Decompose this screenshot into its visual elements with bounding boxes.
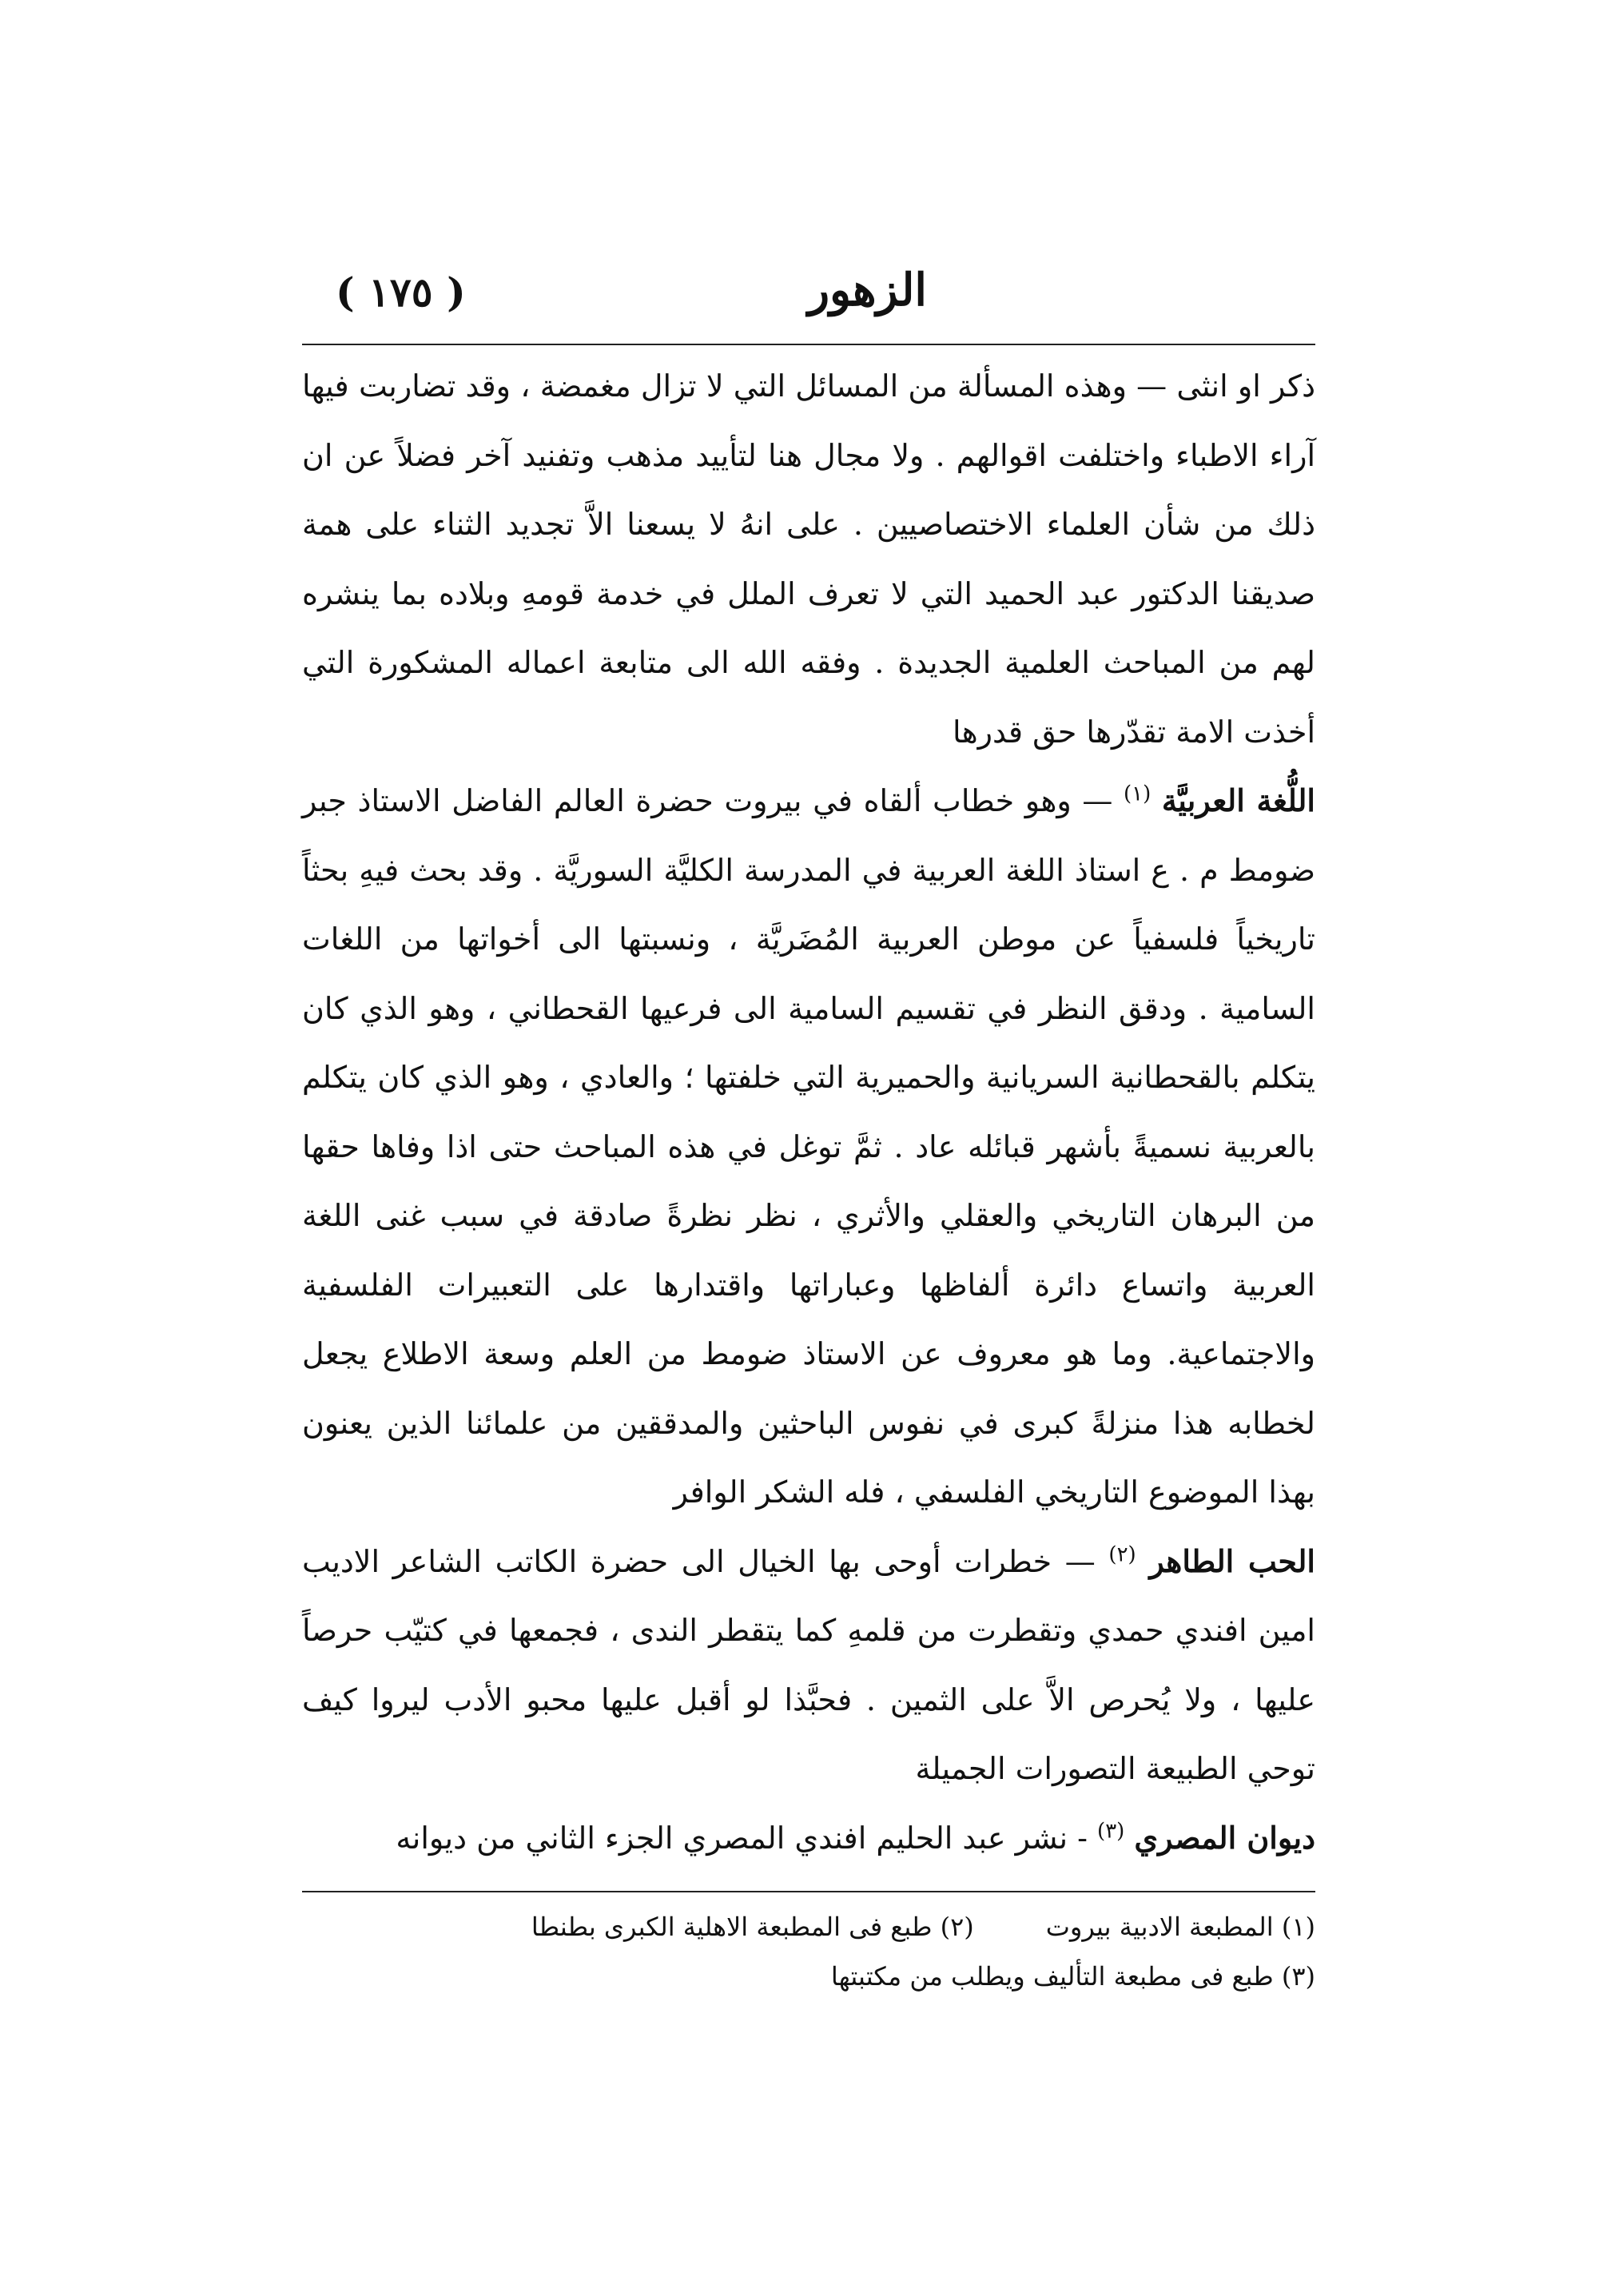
footnote-number: (١) <box>1281 1912 1315 1942</box>
paragraph-text: ذكر او انثى — وهذه المسألة من المسائل التي لا تزال مغمضة ، وقد تضاربت فيها آراء الاطباء واختلفت اقوالهم . ولا مجال هنا لتأييد مذهب وتفنيد آخر فضلاً عن ان ذلك من شأن العلماء الاختصاصيين . على انهُ لا يسعنا الاَّ تجديد الثناء على همة صديقنا الدكتور عبد الحميد التي لا تعرف الملل في خدمة قومهِ وبلاده بما ينشره لهم من المباحث العلمية الجديدة . وفقه الله الى متابعة اعماله المشكورة التي أخذت الامة تقدّرها حق قدرها <box>302 368 1315 750</box>
footnote-number: (٣) <box>1281 1961 1315 1992</box>
footnote-text: طبع فى مطبعة التأليف ويطلب من مكتبتها <box>830 1961 1274 1992</box>
footnotes <box>302 1902 1315 2001</box>
paragraph-heading: ديوان المصري <box>1134 1819 1315 1856</box>
page-header <box>304 264 1311 344</box>
footnote-marker: (٢) <box>1108 1542 1136 1566</box>
footnote-marker: (١) <box>1124 782 1152 806</box>
footnote <box>831 1952 1315 2001</box>
footnote <box>531 1902 974 1952</box>
paragraph-heading: اللُّغة العربيَّة <box>1161 782 1315 818</box>
footnote-text: المطبعة الادبية بيروت <box>1045 1912 1274 1942</box>
paragraph <box>302 766 1315 1527</box>
body-text <box>302 352 1316 1856</box>
paragraph-text: — خطرات أوحى بها الخيال الى حضرة الكاتب الشاعر الاديب امين افندي حمدي وتقطرت من قلمهِ كما يتقطر الندى ، فجمعها في كتيّب حرصاً عليها ، ولا يُحرص الاَّ على الثمين . فحبَّذا لو أقبل عليها محبو الأدب ليروا كيف توحي الطبيعة التصورات الجميلة <box>302 1543 1315 1786</box>
footnote-rule <box>302 1891 1315 1892</box>
footnote <box>1046 1902 1315 1952</box>
paragraph <box>302 1804 1315 1873</box>
running-title: الزهور <box>807 264 927 316</box>
header-rule <box>302 344 1315 345</box>
paragraph <box>302 352 1315 766</box>
footnote-line <box>302 1902 1315 1952</box>
page-number: ( ١٧٥ ) <box>336 269 466 316</box>
paragraph-heading: الحب الطاهر <box>1149 1542 1315 1579</box>
paragraph <box>302 1527 1315 1804</box>
paragraph-text: - نشر عبد الحليم افندي المصري الجزء الثاني من ديوانه <box>396 1820 1098 1856</box>
footnote-marker: (٣) <box>1097 1818 1125 1843</box>
footnote-number: (٢) <box>940 1912 974 1942</box>
paragraph-text: — وهو خطاب ألقاه في بيروت حضرة العالم الفاضل الاستاذ جبر ضومط م . ع استاذ اللغة العربية في المدرسة الكليَّة السوريَّة . وقد بحث فيهِ بحثاً تاريخياً فلسفياً عن موطن العربية المُضَريَّة ، ونسبتها الى أخواتها من اللغات السامية . ودقق النظر في تقسيم السامية الى فرعيها القحطاني ، وهو الذي كان يتكلم بالقحطانية السريانية والحميرية التي خلفتها ؛ والعادي ، وهو الذي كان يتكلم بالعربية نسميةً بأشهر قبائله عاد . ثمَّ توغل في هذه المباحث حتى اذا وفاها حقها من البرهان التاريخي والعقلي والأثري ، نظر نظرةً صادقة في سبب غنى اللغة العربية واتساع دائرة ألفاظها وعباراتها واقتدارها على التعبيرات الفلسفية والاجتماعية. وما هو معروف عن الاستاذ ضومط من العلم وسعة الاطلاع يجعل لخطابه هذا منزلةً كبرى في نفوس الباحثين والمدققين من علمائنا الذين يعنون بهذا الموضوع التاريخي الفلسفي ، فله الشكر الوافر <box>302 783 1316 1510</box>
footnote-line <box>302 1952 1315 2001</box>
footnote-text: طبع فى المطبعة الاهلية الكبرى بطنطا <box>531 1912 933 1942</box>
